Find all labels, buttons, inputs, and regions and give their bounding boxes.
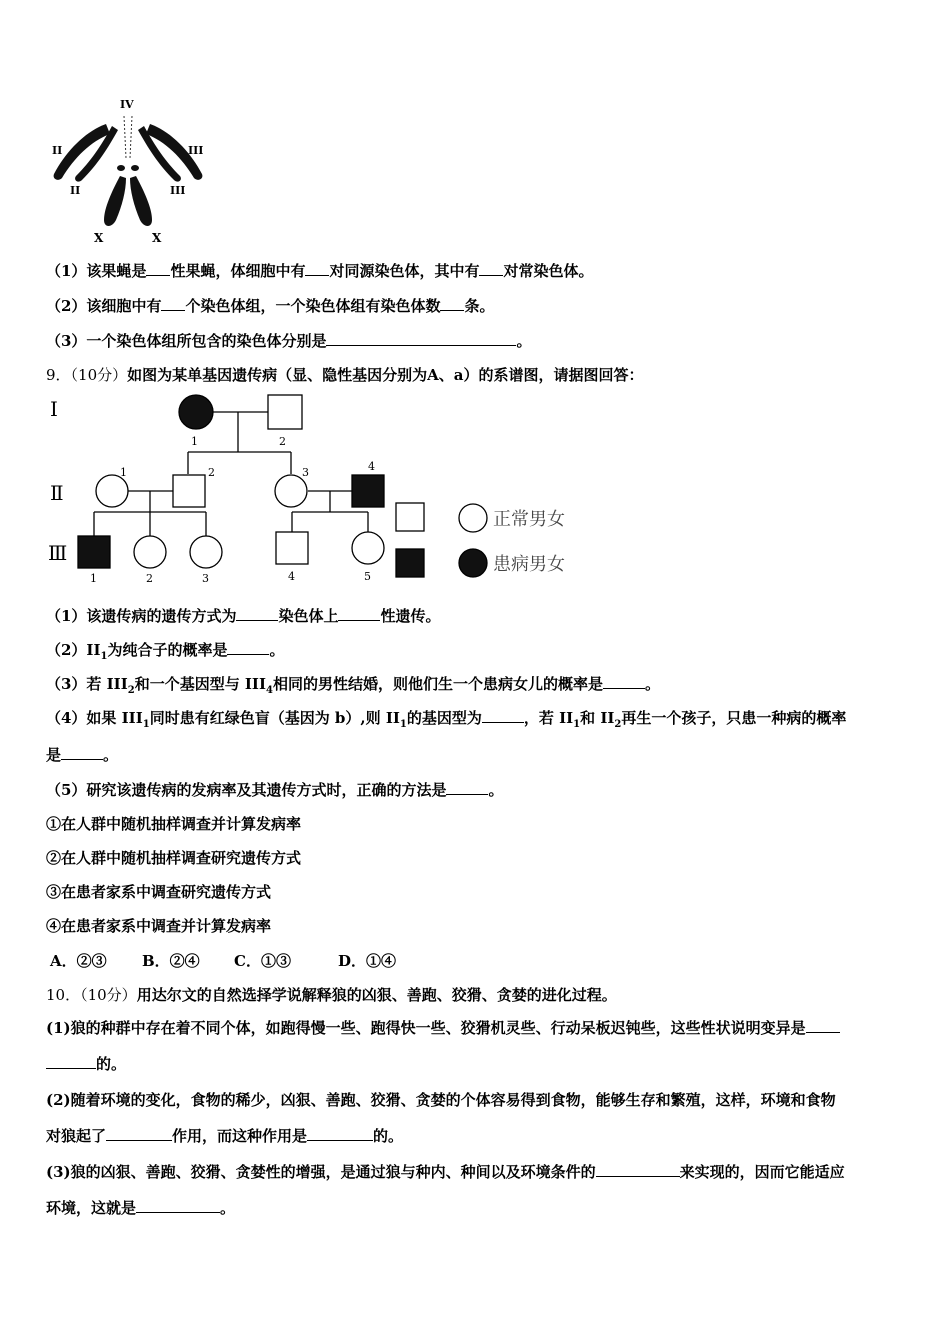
blank[interactable]	[326, 331, 516, 346]
q9-part2	[46, 640, 284, 667]
blank[interactable]	[596, 1162, 680, 1177]
person-ii2-normal-male	[173, 475, 205, 507]
q9-part1	[46, 606, 440, 626]
num-iii5: 5	[364, 570, 371, 583]
q9-p3-sub1: 2	[127, 685, 135, 696]
choice-b[interactable]: B．②④	[142, 952, 200, 970]
num-ii4: 4	[368, 460, 375, 473]
q10-part1	[46, 1018, 840, 1038]
legend-affected-label: 患病男女	[493, 554, 565, 575]
blank[interactable]	[305, 261, 329, 276]
q9-part4	[46, 708, 846, 735]
q8-part1	[46, 261, 594, 281]
blank[interactable]	[806, 1018, 840, 1033]
q9-p3-text-c: 相同的男性结婚，则他们生一个患病女儿的概率是	[272, 675, 603, 693]
q8-p2-text-a: （2）该细胞中有	[46, 297, 162, 315]
pedigree-chart	[46, 390, 586, 590]
q10-number: 10．（10分）	[46, 986, 137, 1004]
q10-p3-text-d: 。	[220, 1199, 236, 1217]
gen-label-iii: Ⅲ	[48, 541, 68, 565]
person-i1-affected-female	[179, 395, 213, 429]
q9-p4-text-e: 和 II	[580, 709, 615, 727]
q10-p1-text-b: 的。	[96, 1055, 127, 1073]
q9-p4-sub1: 1	[142, 719, 150, 730]
label-x2: X	[152, 231, 162, 245]
chromosome-x-right	[130, 176, 152, 226]
legend-affected-male	[396, 549, 424, 577]
q8-p3-text-b: 。	[516, 332, 532, 350]
blank[interactable]	[482, 708, 524, 723]
q10-part2	[46, 1090, 836, 1110]
q10-p2-text-c: 作用，而这种作用是	[172, 1127, 308, 1145]
q9-p4b-text-b: 。	[103, 746, 119, 764]
num-i1: 1	[191, 435, 198, 448]
q9-p4-sub2: 1	[399, 719, 407, 730]
q9-p5-text-b: 。	[488, 781, 504, 799]
q9-stem-text: 如图为某单基因遗传病（显、隐性基因分别为A、a）的系谱图，请据图回答：	[127, 366, 644, 384]
gen-label-i: Ⅰ	[50, 397, 58, 421]
q9-p4-text-b: 同时患有红绿色盲（基因为 b）,则 II	[149, 709, 400, 727]
q9-stem	[46, 365, 644, 385]
blank[interactable]	[106, 1126, 172, 1141]
label-x1: X	[94, 231, 104, 245]
blank[interactable]	[46, 1054, 96, 1069]
label-ii-left: II	[52, 144, 63, 157]
label-iv: IV	[120, 98, 134, 111]
blank[interactable]	[136, 1198, 220, 1213]
choice-d[interactable]: D．①④	[338, 952, 397, 970]
num-ii1: 1	[120, 466, 127, 479]
q9-p3-text-d: 。	[644, 675, 660, 693]
blank[interactable]	[338, 606, 380, 621]
person-ii1-normal-female	[96, 475, 128, 507]
num-iii3: 3	[202, 572, 209, 585]
person-ii4-affected-male	[352, 475, 384, 507]
person-ii3-normal-female	[275, 475, 307, 507]
q10-part2-cont	[46, 1126, 403, 1146]
num-iii1: 1	[90, 572, 97, 585]
q9-option2: ②在人群中随机抽样调查研究遗传方式	[46, 849, 302, 867]
blank[interactable]	[236, 606, 278, 621]
q10-stem-text: 用达尔文的自然选择学说解释狼的凶狠、善跑、狡猾、贪婪的进化过程。	[136, 986, 617, 1004]
q9-p4-text-c: 的基因型为	[406, 709, 482, 727]
chromosome-x-left	[104, 176, 126, 226]
num-i2: 2	[279, 435, 286, 448]
blank[interactable]	[440, 296, 464, 311]
q8-part3	[46, 331, 531, 351]
q8-p2-text-b: 个染色体组，一个染色体组有染色体数	[185, 297, 441, 315]
blank[interactable]	[603, 674, 645, 689]
blank[interactable]	[227, 640, 269, 655]
person-i2-normal-male	[268, 395, 302, 429]
q9-p4-text-f: 再生一个孩子，只患一种病的概率	[621, 709, 847, 727]
num-iii2: 2	[146, 572, 153, 585]
person-iii3-normal-female	[190, 536, 222, 568]
blank[interactable]	[146, 261, 170, 276]
karyotype-figure	[46, 96, 211, 248]
person-iii5-normal-female	[352, 532, 384, 564]
label-ii-small: II	[70, 184, 81, 197]
q8-part2	[46, 296, 494, 316]
q10-part3-cont	[46, 1198, 235, 1218]
q8-p3-text-a: （3）一个染色体组所包含的染色体分别是	[46, 332, 327, 350]
label-iii-small: III	[170, 184, 186, 197]
chromosome-iv-b	[131, 165, 139, 171]
q10-stem	[46, 985, 617, 1005]
q10-part1-cont	[46, 1054, 126, 1074]
q8-p1-text-b: 性果蝇，体细胞中有	[170, 262, 306, 280]
legend-normal-male	[396, 503, 424, 531]
q9-option4: ④在患者家系中调查并计算发病率	[46, 917, 272, 935]
q9-p1-text-c: 性遗传。	[380, 607, 441, 625]
q9-p2-text-b: 为纯合子的概率是	[107, 641, 228, 659]
blank[interactable]	[61, 745, 103, 760]
q9-p3-text-b: 和一个基因型与 III	[134, 675, 266, 693]
blank[interactable]	[446, 780, 488, 795]
q9-p2-sub: 1	[100, 651, 108, 662]
blank[interactable]	[307, 1126, 373, 1141]
q9-p4b-text-a: 是	[46, 746, 62, 764]
q8-p1-text-d: 对常染色体。	[503, 262, 594, 280]
num-ii2: 2	[208, 466, 215, 479]
q10-p3-text-b: 来实现的，因而它能适应	[679, 1163, 845, 1181]
q9-p4-text-d: ，若 II	[523, 709, 574, 727]
q9-p1-text-b: 染色体上	[278, 607, 339, 625]
q9-p3-sub2: 4	[265, 685, 273, 696]
q9-part5	[46, 780, 503, 800]
blank[interactable]	[479, 261, 503, 276]
q8-p1-text-c: 对同源染色体，其中有	[329, 262, 480, 280]
person-iii2-normal-female	[134, 536, 166, 568]
q10-p2-text-d: 的。	[373, 1127, 404, 1145]
q9-p4-sub4: 2	[614, 719, 622, 730]
q9-p4-text-a: （4）如果 III	[46, 709, 143, 727]
gen-label-ii: Ⅱ	[50, 481, 64, 505]
q9-p1-text-a: （1）该遗传病的遗传方式为	[46, 607, 237, 625]
q10-p1-text-a: (1)狼的种群中存在着不同个体，如跑得慢一些、跑得快一些、狡猾机灵些、行动呆板迟钝些，这些性状说明变异是	[46, 1019, 806, 1037]
person-iii1-affected-male	[78, 536, 110, 568]
q9-choices	[46, 951, 430, 971]
q9-option1: ①在人群中随机抽样调查并计算发病率	[46, 815, 302, 833]
q9-p2-text-c: 。	[269, 641, 285, 659]
legend-affected-female	[459, 549, 487, 577]
q10-p3-text-c: 环境，这就是	[46, 1199, 137, 1217]
q9-p2-text-a: （2）II	[46, 641, 101, 659]
label-iii-right: III	[188, 144, 204, 157]
choice-c[interactable]: C．①③	[234, 952, 291, 970]
legend-normal-female	[459, 504, 487, 532]
q9-p3-text-a: （3）若 III	[46, 675, 128, 693]
q9-part4-cont	[46, 745, 118, 765]
q8-p2-text-c: 条。	[464, 297, 495, 315]
q10-p2-text-a: (2)随着环境的变化，食物的稀少，凶狠、善跑、狡猾、贪婪的个体容易得到食物，能够生存和繁殖，这样，环境和食物	[46, 1091, 836, 1109]
q9-p5-text-a: （5）研究该遗传病的发病率及其遗传方式时，正确的方法是	[46, 781, 447, 799]
q10-part3	[46, 1162, 845, 1182]
q10-p2-text-b: 对狼起了	[46, 1127, 107, 1145]
q8-p1-text-a: （1）该果蝇是	[46, 262, 147, 280]
q9-p4-sub3: 1	[573, 719, 581, 730]
q9-number: 9．（10分）	[46, 366, 128, 384]
chromosome-iv-a	[117, 165, 125, 171]
q9-option3: ③在患者家系中调查研究遗传方式	[46, 883, 272, 901]
q10-p3-text-a: (3)狼的凶狠、善跑、狡猾、贪婪性的增强，是通过狼与种内、种间以及环境条件的	[46, 1163, 596, 1181]
num-ii3: 3	[302, 466, 309, 479]
num-iii4: 4	[288, 570, 295, 583]
person-iii4-normal-male	[276, 532, 308, 564]
choice-a[interactable]: A．②③	[50, 952, 107, 970]
blank[interactable]	[161, 296, 185, 311]
q9-part3	[46, 674, 660, 701]
legend-normal-label: 正常男女	[493, 509, 565, 530]
